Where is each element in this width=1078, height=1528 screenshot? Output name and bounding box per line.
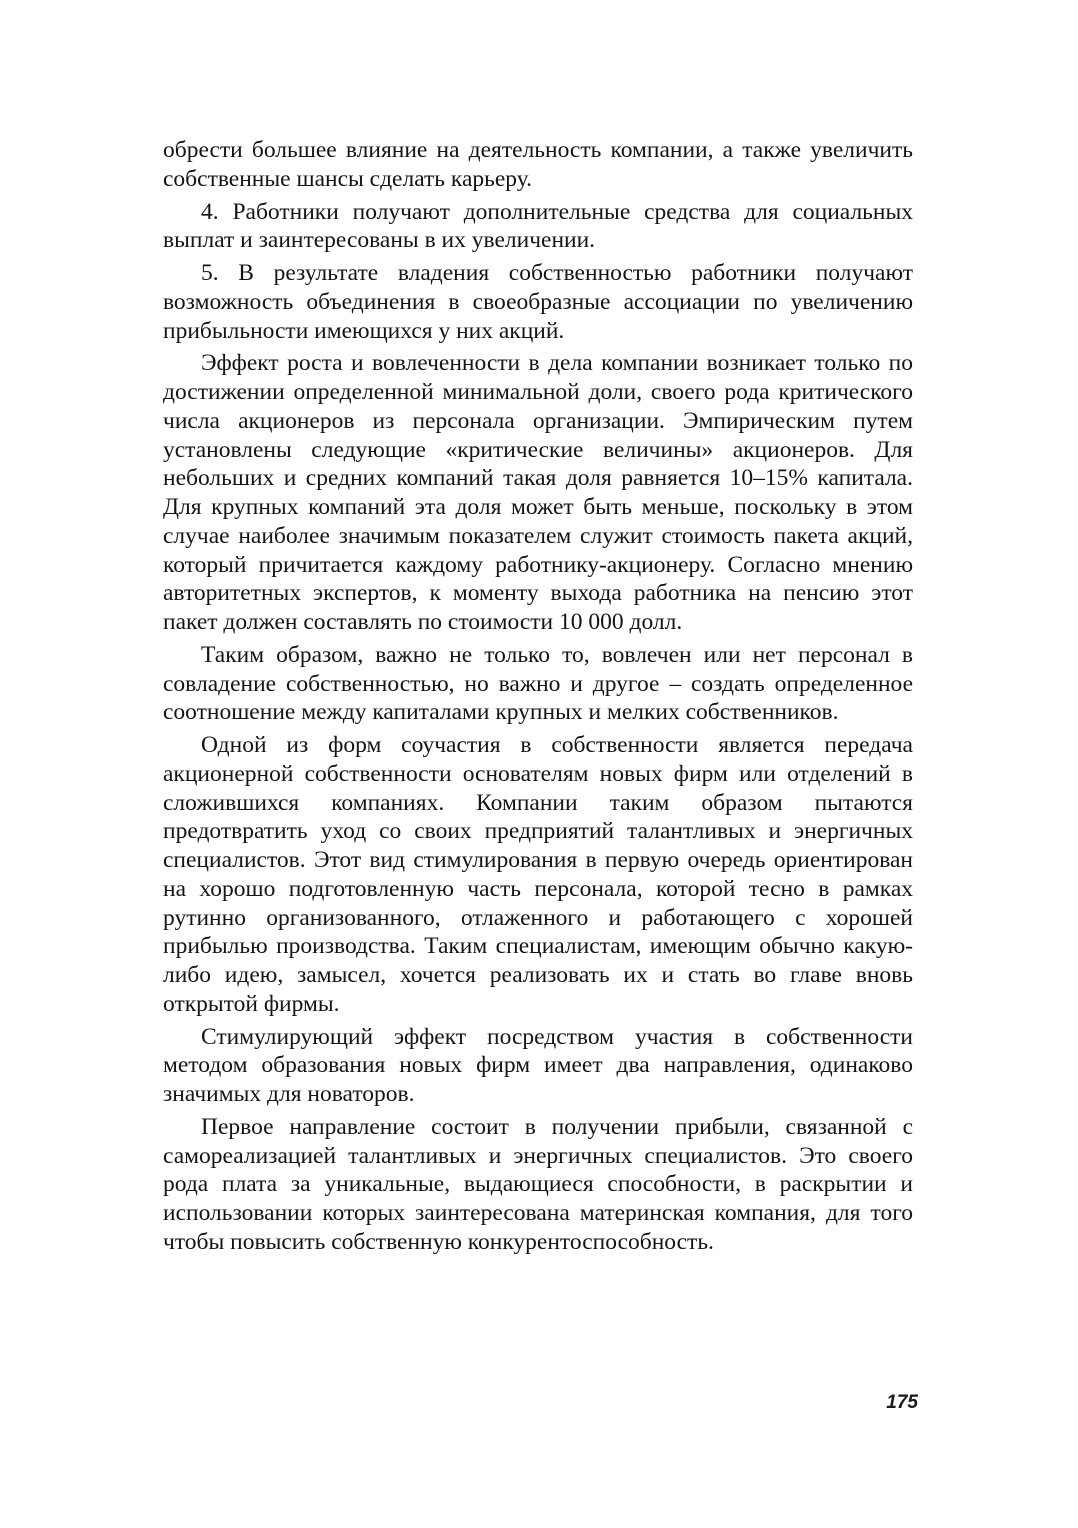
paragraph-new-firms: Одной из форм соучастия в собственности является передача акционерной собственности основателям новых фирм или отделений в сложившихся компаниях. Компании таким образом пытаются предотвратить уход со своих предприятий талантливых и энергичных специалистов. Этот вид стимулирования в первую очередь ориентирован на хорошо подготовленную часть персонала, которой тесно в рамках рутинно организованного, отлаженного и работающего с хорошей прибылью производства. Таким специалистам, имеющим обычно какую-либо идею, замысел, хочется реализовать их и стать во главе вновь открытой фирмы. [163,732,913,1017]
paragraph-item-5: 5. В результате владения собственностью работники получают возможность объединения в своеобразные ассоциации по увеличению прибыльности имеющихся у них акций. [163,260,913,344]
paragraph-continuation: обрести большее влияние на деятельность компании, а также увеличить собственные шансы сделать карьеру. [163,137,913,192]
paragraph-two-directions: Стимулирующий эффект посредством участия в собственности методом образования новых фирм имеет два направления, одинаково значимых для новаторов. [163,1023,913,1107]
paragraph-critical-mass: Эффект роста и вовлеченности в дела компании возникает только по достижении определенной минимальной доли, своего рода критического числа акционеров из персонала организации. Эмпирическим путем установлены следующие «критические величины» акционеров. Для небольших и средних компаний такая доля равняется 10–15% капитала. Для крупных компаний эта доля может быть меньше, поскольку в этом случае наиболее значимым показателем служит стоимость пакета акций, который причитается каждому работнику-акционеру. Согласно мнению авторитетных экспертов, к моменту выхода работника на пенсию этот пакет должен составлять по стоимости 10 000 долл. [163,350,913,635]
page-number: 175 [886,1392,918,1413]
paragraph-first-direction: Первое направление состоит в получении прибыли, связанной с самореализацией талантливых и энергичных специалистов. Это своего рода плата за уникальные, выдающиеся способности, в раскрытии и использовании которых заинтересована материнская компания, для того чтобы повысить собственную конкурентоспособность. [163,1113,913,1255]
body-text [163,136,913,1261]
paragraph-item-4: 4. Работники получают дополнительные средства для социальных выплат и заинтересованы в их увеличении. [163,198,913,254]
paragraph-capital-ratio: Таким образом, важно не только то, вовлечен или нет персонал в совладение собственностью, но важно и другое – создать определенное соотношение между капиталами крупных и мелких собственников. [163,641,913,726]
